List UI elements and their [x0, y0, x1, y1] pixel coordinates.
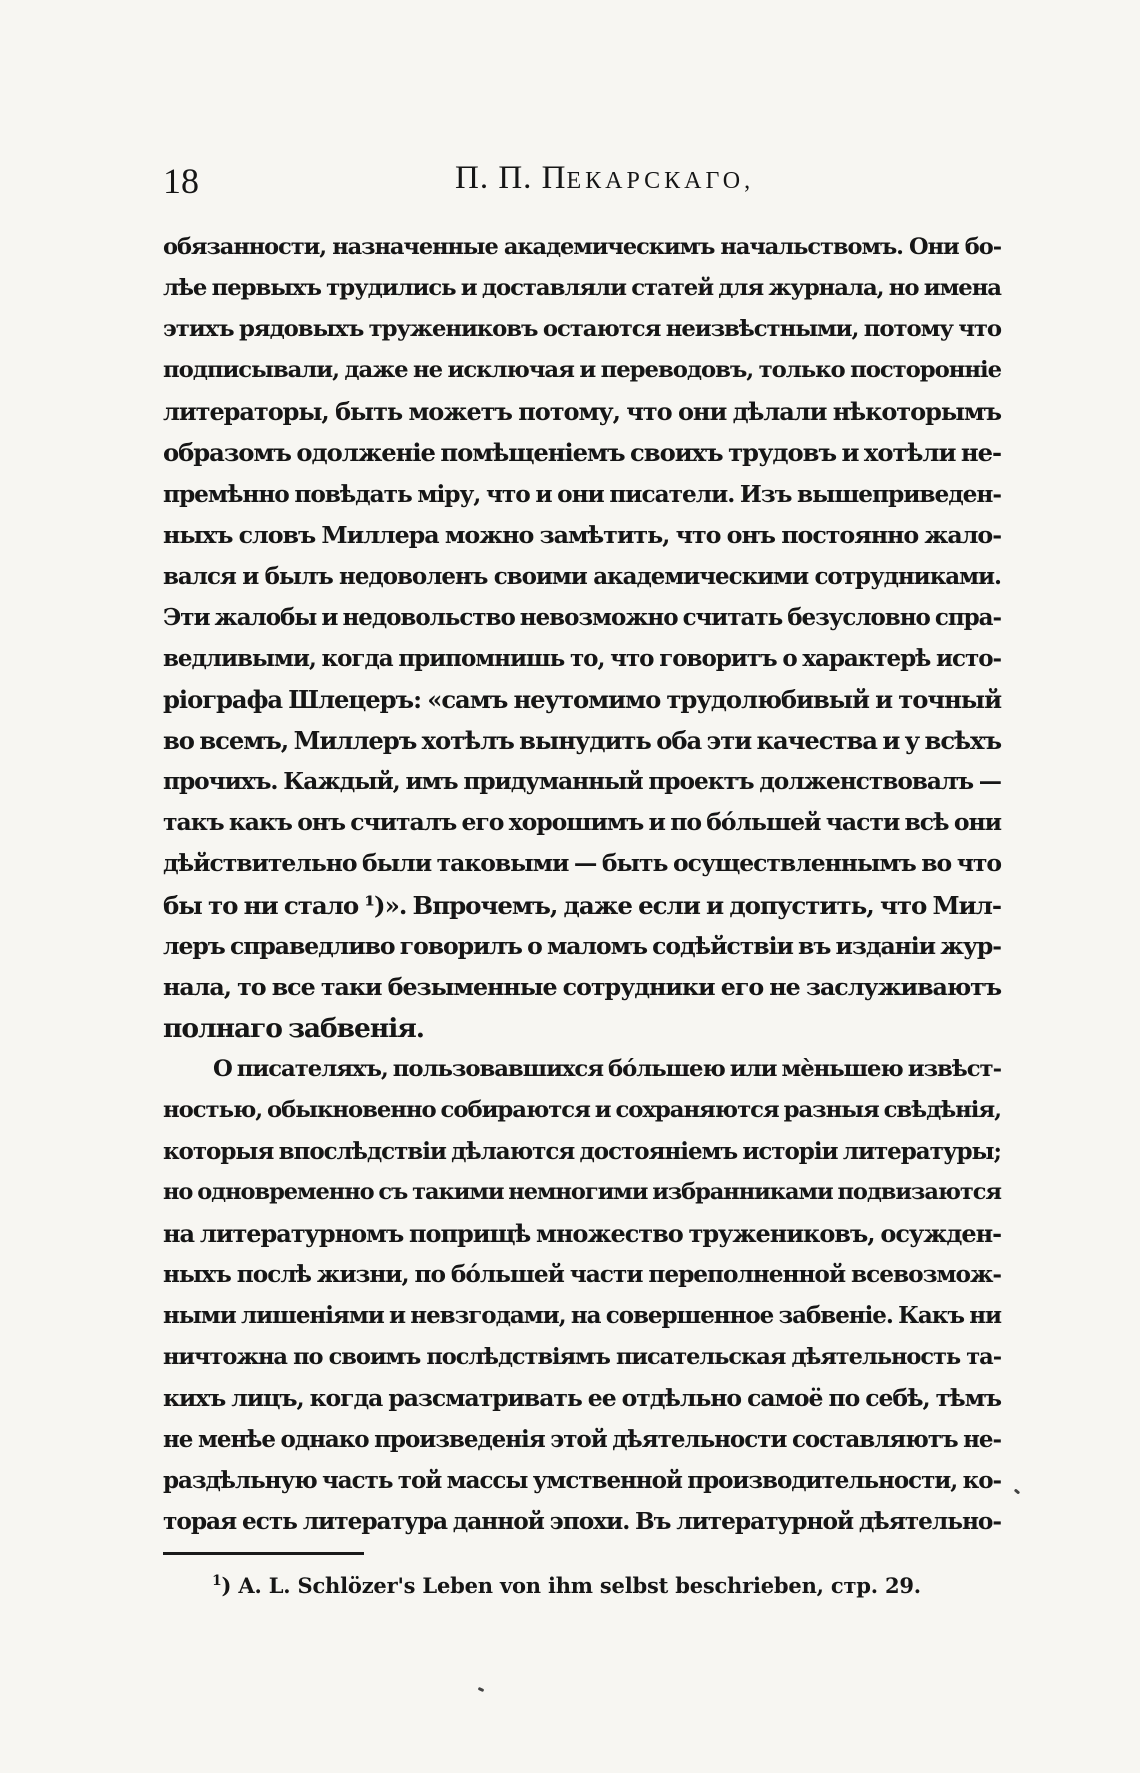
- text-line: ныхъ словъ Миллера можно замѣтить, что онъ постоянно жало-: [163, 520, 1001, 549]
- text-line: ведливыми, когда припомнишь то, что говоритъ о характерѣ исто-: [163, 644, 1001, 672]
- text-line: кихъ лицъ, когда разсматривать ее отдѣльно самоё по себѣ, тѣмъ: [163, 1383, 1001, 1412]
- paragraph-1: [163, 227, 1001, 1049]
- text-line: прочихъ. Каждый, имъ придуманный проектъ долженствовалъ —: [163, 768, 1001, 796]
- text-line: леръ справедливо говорилъ о маломъ содѣйствіи въ изданіи жур-: [163, 931, 1001, 960]
- text-line: ріографа Шлецеръ: «самъ неутомимо трудолюбивый и точный: [163, 685, 1001, 715]
- scan-speck: [1014, 1488, 1021, 1494]
- footnote-marker: 1: [212, 1573, 222, 1589]
- paragraph-2: [163, 1049, 1001, 1542]
- text-line: такъ какъ онъ считалъ его хорошимъ и по бóльшей части всѣ они: [163, 808, 1001, 837]
- text-line: дѣйствительно были таковыми — быть осуществленнымъ во что: [163, 849, 1001, 878]
- text-line: литераторы, быть можетъ потому, что они дѣлали нѣкоторымъ: [163, 397, 1001, 427]
- text-line: образомъ одолженіе помѣщеніемъ своихъ трудовъ и хотѣли не-: [163, 438, 1001, 468]
- running-head-initials: П. П. П: [455, 160, 567, 196]
- text-line: бы то ни стало ¹)». Впрочемъ, даже если и допустить, что Мил-: [163, 890, 1001, 920]
- text-line: обязанности, назначенные академическимъ начальствомъ. Они бо-: [163, 234, 1001, 260]
- text-line: этихъ рядовыхъ тружениковъ остаются неизвѣстными, потому что: [163, 316, 1001, 343]
- footnote-text: ) A. L. Schlözer's Leben von ihm selbst beschrieben, стр. 29.: [221, 1573, 921, 1598]
- text-line: ностью, обыкновенно собираются и сохраняются разныя свѣдѣнія,: [163, 1096, 1001, 1123]
- running-head-smallcaps: ЕКАРСКАГО,: [566, 168, 755, 194]
- text-line: полнаго забвенія.: [163, 1012, 424, 1044]
- text-line: Эти жалобы и недовольство невозможно считать безусловно спра-: [163, 603, 1001, 631]
- text-line: во всемъ, Миллеръ хотѣлъ вынудить оба эти качества и у всѣхъ: [163, 726, 1001, 756]
- text-line: О писателяхъ, пользовавшихся бóльшею или мѐньшею извѣст-: [213, 1055, 1001, 1082]
- text-line: премѣнно повѣдать міру, что и они писатели. Изъ вышеприведен-: [163, 480, 1001, 508]
- text-line: раздѣльную часть той массы умственной производительности, ко-: [163, 1466, 1001, 1494]
- text-line: подписывали, даже не исключая и переводовъ, только посторонніе: [163, 357, 1001, 384]
- text-line: ныхъ послѣ жизни, по бóльшей части переполненной всевозмож-: [163, 1261, 1001, 1289]
- text-line: которыя впослѣдствіи дѣлаются достояніемъ исторіи литературы;: [163, 1138, 1001, 1166]
- running-head: [455, 160, 754, 197]
- text-line: ничтожна по своимъ послѣдствіямъ писательская дѣятельность та-: [163, 1343, 1001, 1370]
- text-line: ными лишеніями и невзгодами, на совершенное забвеніе. Какъ ни: [163, 1302, 1001, 1330]
- text-line: лѣе первыхъ трудились и доставляли статей для журнала, но имена: [163, 275, 1001, 302]
- text-line: нала, то все таки безыменные сотрудники его не заслуживаютъ: [163, 972, 1001, 1001]
- page-number: 18: [163, 161, 199, 201]
- text-line: но одновременно съ такими немногими избранниками подвизаются: [163, 1179, 1001, 1206]
- text-line: на литературномъ поприщѣ множество тружениковъ, осужден-: [163, 1219, 1001, 1249]
- footnote: [212, 1573, 921, 1598]
- text-line: торая есть литература данной эпохи. Въ литературной дѣятельно-: [163, 1507, 1001, 1535]
- body-text: [163, 227, 1001, 1542]
- scan-speck: [478, 1687, 485, 1692]
- text-line: не менѣе однако произведенія этой дѣятельности составляютъ не-: [163, 1425, 1001, 1453]
- footnote-rule: [163, 1552, 364, 1555]
- text-line: вался и былъ недоволенъ своими академическими сотрудниками.: [163, 562, 1001, 590]
